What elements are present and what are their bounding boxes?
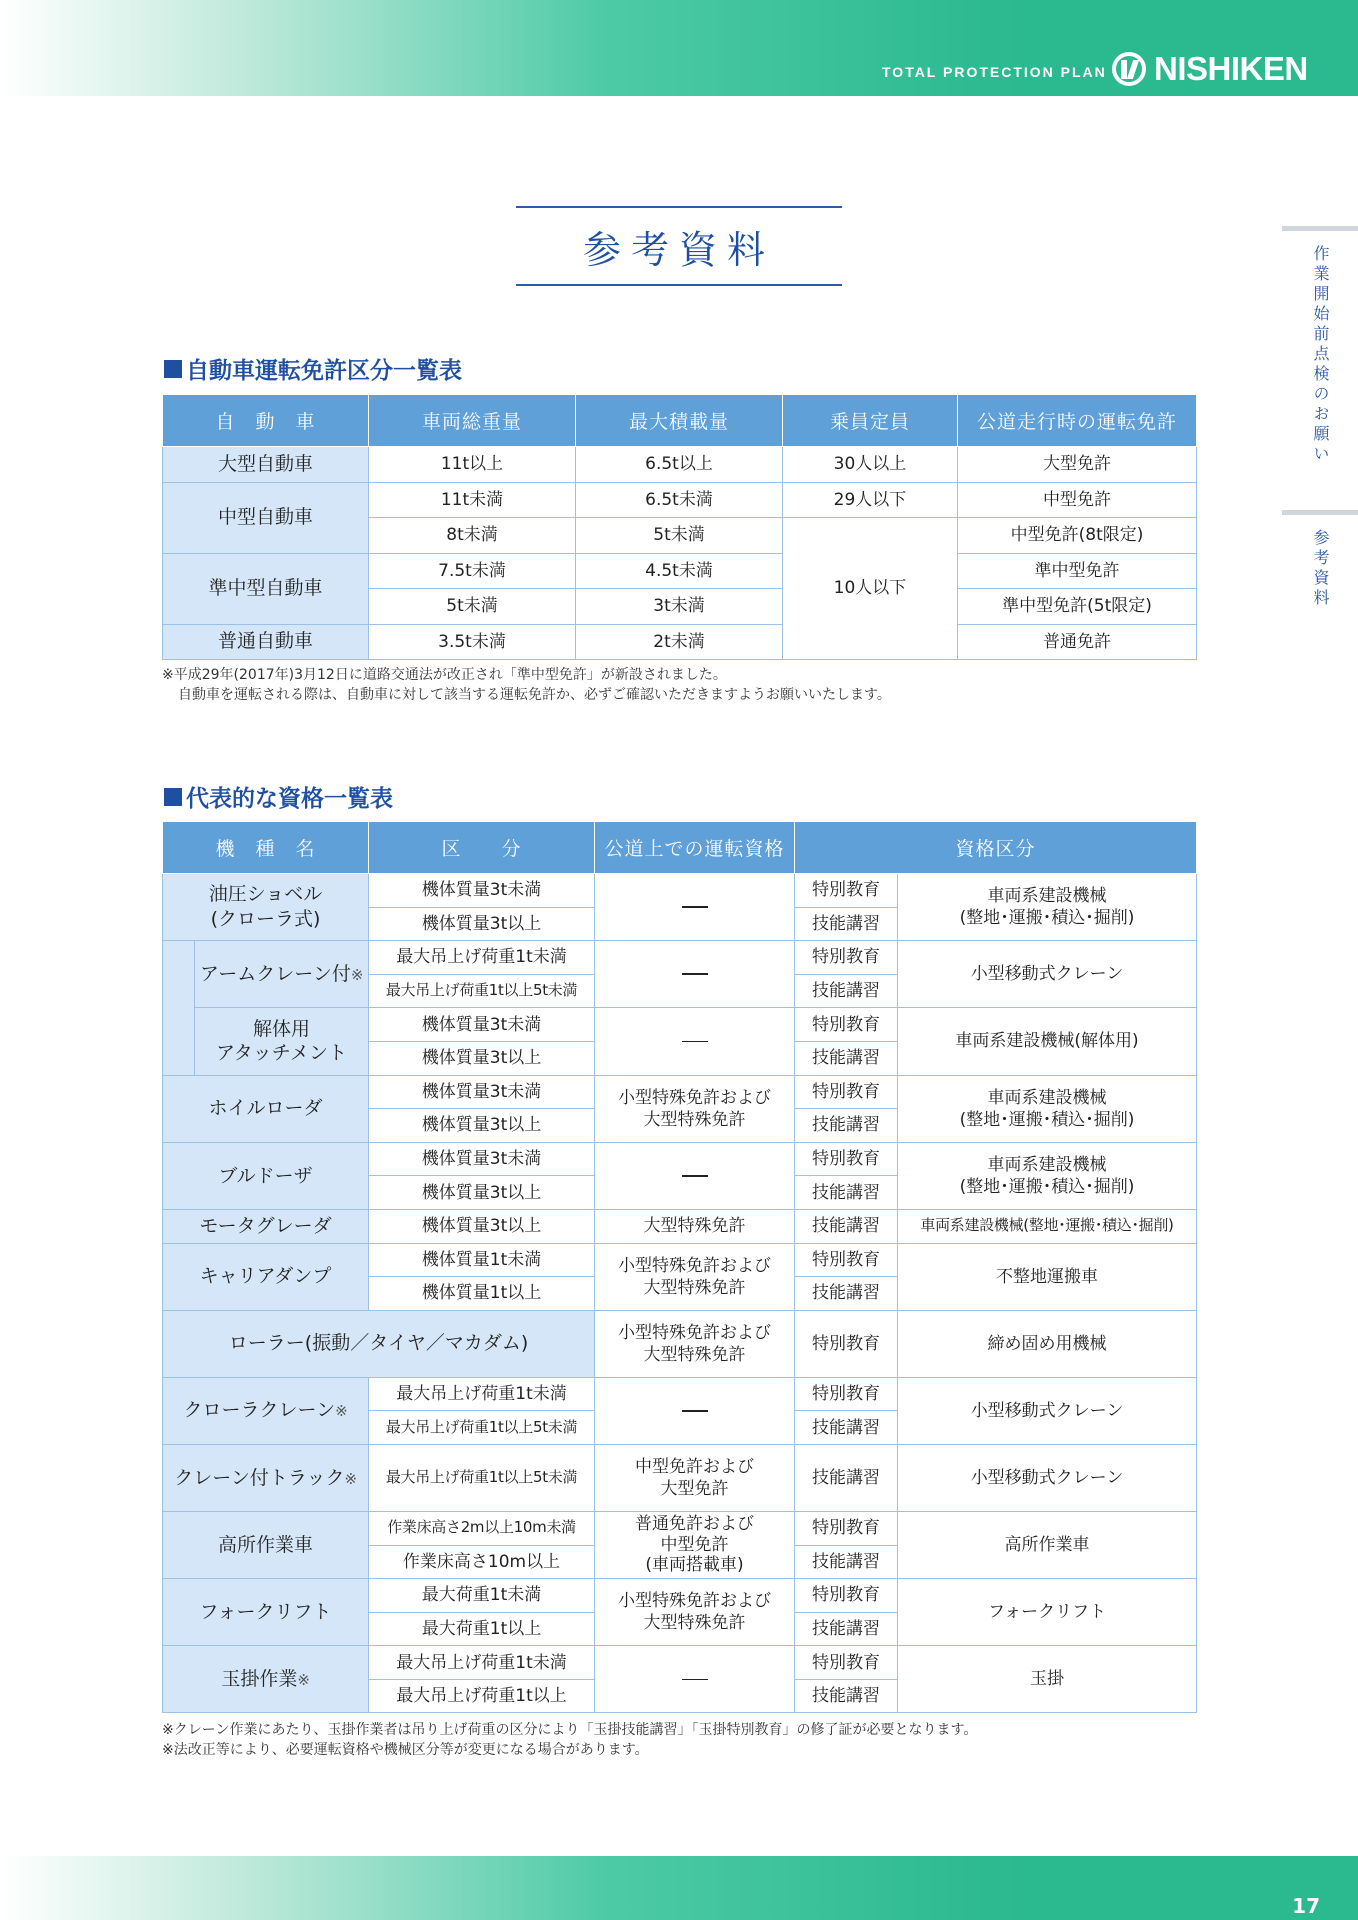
dash-icon (682, 906, 708, 908)
road-qualification: 中型免許および 大型免許 (595, 1444, 795, 1511)
table-row (163, 874, 1197, 908)
division: 作業床高さ2m以上10m未満 (369, 1511, 595, 1545)
gross-weight: 11t未満 (369, 482, 576, 518)
table-header-row (163, 822, 1197, 874)
table-row (163, 1008, 1197, 1042)
side-tab-bar (1282, 226, 1358, 231)
qualification-class: 締め固め用機械 (898, 1310, 1197, 1377)
license-type: 中型免許(8t限定) (958, 518, 1197, 554)
max-load: 4.5t未満 (576, 553, 783, 589)
square-bullet-icon (164, 788, 182, 806)
header-cell: 機 種 名 (163, 822, 369, 874)
header-cell: 車両総重量 (369, 395, 576, 447)
training: 技能講習 (795, 1209, 898, 1243)
table-row (163, 624, 1197, 660)
license-section-heading (164, 352, 462, 385)
training: 技能講習 (795, 1277, 898, 1311)
side-tab-label: 参考資料 (1311, 529, 1330, 609)
header-cell: 乗員定員 (783, 395, 958, 447)
table-row (163, 482, 1197, 518)
training: 技能講習 (795, 907, 898, 941)
division: 機体質量3t以上 (369, 1176, 595, 1210)
header-cell: 資格区分 (795, 822, 1197, 874)
max-load: 6.5t未満 (576, 482, 783, 518)
road-qualification-none (595, 1008, 795, 1075)
division: 機体質量1t未満 (369, 1243, 595, 1277)
dash-icon (682, 1410, 708, 1412)
division: 機体質量1t以上 (369, 1277, 595, 1311)
qualification-class: 車両系建設機械 (整地･運搬･積込･掘削) (898, 1142, 1197, 1209)
division: 最大吊上げ荷重1t未満 (369, 1377, 595, 1411)
road-qualification: 小型特殊免許および 大型特殊免許 (595, 1075, 795, 1142)
machine-name: ローラー(振動／タイヤ／マカダム) (163, 1310, 595, 1377)
table-row (163, 553, 1197, 589)
training: 技能講習 (795, 1612, 898, 1646)
license-notes (162, 665, 891, 705)
qualification-class: 車両系建設機械(解体用) (898, 1008, 1197, 1075)
qualification-class: 玉掛 (898, 1646, 1197, 1713)
qualification-class: 小型移動式クレーン (898, 1377, 1197, 1444)
brand-tagline: TOTAL PROTECTION PLAN (882, 64, 1107, 80)
machine-name: クレーン付トラック※ (163, 1444, 369, 1511)
table-header-row (163, 395, 1197, 447)
machine-name: キャリアダンプ (163, 1243, 369, 1310)
road-qualification: 小型特殊免許および 大型特殊免許 (595, 1310, 795, 1377)
license-table (162, 394, 1197, 660)
division: 機体質量3t以上 (369, 1109, 595, 1143)
division: 機体質量3t以上 (369, 1209, 595, 1243)
gross-weight: 3.5t未満 (369, 624, 576, 660)
machine-name: モータグレーダ (163, 1209, 369, 1243)
division: 最大吊上げ荷重1t未満 (369, 1646, 595, 1680)
training: 技能講習 (795, 974, 898, 1008)
machine-name: 解体用 アタッチメント (195, 1008, 369, 1075)
training: 技能講習 (795, 1411, 898, 1445)
road-qualification-none (595, 1646, 795, 1713)
training: 特別教育 (795, 1310, 898, 1377)
division: 機体質量3t未満 (369, 1142, 595, 1176)
qualification-class: 小型移動式クレーン (898, 1444, 1197, 1511)
page-title-frame (516, 206, 842, 286)
side-tab-reference[interactable] (1282, 510, 1358, 609)
division: 最大荷重1t以上 (369, 1612, 595, 1646)
page-number: 17 (1292, 1894, 1320, 1918)
machine-name: フォークリフト (163, 1579, 369, 1646)
qualification-heading-text: 代表的な資格一覧表 (186, 786, 393, 812)
qualification-table (162, 821, 1197, 1713)
table-row (163, 1243, 1197, 1277)
road-qualification-none (595, 1377, 795, 1444)
qualification-class: 車両系建設機械 (整地･運搬･積込･掘削) (898, 874, 1197, 941)
machine-name: 高所作業車 (163, 1511, 369, 1578)
training: 特別教育 (795, 1008, 898, 1042)
license-type: 大型免許 (958, 447, 1197, 483)
qualification-note: ※クレーン作業にあたり、玉掛作業者は吊り上げ荷重の区分により「玉掛技能講習」「玉掛特別教育」の修了証が必要となります。 (162, 1722, 978, 1738)
header-cell: 公道走行時の運転免許 (958, 395, 1197, 447)
header-cell: 自 動 車 (163, 395, 369, 447)
road-qualification: 小型特殊免許および 大型特殊免許 (595, 1579, 795, 1646)
qualification-section-heading (164, 780, 393, 813)
excavator-sub-indent (163, 941, 195, 1075)
road-qualification-none (595, 941, 795, 1008)
division: 機体質量3t未満 (369, 1075, 595, 1109)
brand-logo (1112, 50, 1308, 88)
page-title: 参考資料 (582, 227, 775, 272)
gross-weight: 8t未満 (369, 518, 576, 554)
license-type: 準中型免許(5t限定) (958, 589, 1197, 625)
machine-name: 玉掛作業※ (163, 1646, 369, 1713)
max-load: 3t未満 (576, 589, 783, 625)
table-row (163, 1646, 1197, 1680)
square-bullet-icon (164, 360, 182, 378)
license-heading-text: 自動車運転免許区分一覧表 (186, 358, 462, 384)
division: 最大荷重1t未満 (369, 1579, 595, 1613)
training: 特別教育 (795, 1646, 898, 1680)
training: 技能講習 (795, 1444, 898, 1511)
capacity: 10人以下 (783, 518, 958, 660)
header-cell: 最大積載量 (576, 395, 783, 447)
machine-name: クローラクレーン※ (163, 1377, 369, 1444)
table-row (163, 941, 1197, 975)
road-qualification: 小型特殊免許および 大型特殊免許 (595, 1243, 795, 1310)
side-tab-inspection[interactable] (1282, 226, 1358, 465)
training: 技能講習 (795, 1176, 898, 1210)
vehicle-class: 中型自動車 (163, 482, 369, 553)
dash-icon (682, 1679, 708, 1681)
license-note: ※平成29年(2017年)3月12日に道路交通法が改正され「準中型免許」が新設されました。 (162, 667, 727, 683)
table-row (163, 1310, 1197, 1377)
training: 特別教育 (795, 1377, 898, 1411)
table-row (163, 1444, 1197, 1511)
qualification-class: 小型移動式クレーン (898, 941, 1197, 1008)
side-tab-label: 作業開始前点検のお願い (1311, 245, 1330, 465)
nishiken-logo-icon (1112, 52, 1146, 86)
division: 最大吊上げ荷重1t以上5t未満 (369, 1411, 595, 1445)
table-row (163, 1209, 1197, 1243)
table-row (163, 1142, 1197, 1176)
division: 最大吊上げ荷重1t未満 (369, 941, 595, 975)
license-type: 普通免許 (958, 624, 1197, 660)
dash-icon (682, 1041, 708, 1043)
vehicle-class: 大型自動車 (163, 447, 369, 483)
training: 技能講習 (795, 1109, 898, 1143)
capacity: 29人以下 (783, 482, 958, 518)
brand-name: NISHIKEN (1154, 50, 1308, 87)
training: 特別教育 (795, 1511, 898, 1545)
vehicle-class: 普通自動車 (163, 624, 369, 660)
gross-weight: 11t以上 (369, 447, 576, 483)
division: 機体質量3t未満 (369, 1008, 595, 1042)
max-load: 5t未満 (576, 518, 783, 554)
license-type: 準中型免許 (958, 553, 1197, 589)
header-cell: 公道上での運転資格 (595, 822, 795, 874)
max-load: 2t未満 (576, 624, 783, 660)
training: 特別教育 (795, 1579, 898, 1613)
dash-icon (682, 1175, 708, 1177)
machine-name: 油圧ショベル (クローラ式) (163, 874, 369, 941)
training: 特別教育 (795, 1243, 898, 1277)
footer-corner-curve (1188, 1760, 1358, 1860)
qualification-class: フォークリフト (898, 1579, 1197, 1646)
license-note: 自動車を運転される際は、自動車に対して該当する運転免許か、必ずご確認いただきますようお願いいたします。 (178, 687, 891, 703)
header-cell: 区 分 (369, 822, 595, 874)
training: 特別教育 (795, 874, 898, 908)
side-tab-bar (1282, 510, 1358, 515)
qualification-class: 高所作業車 (898, 1511, 1197, 1578)
gross-weight: 7.5t未満 (369, 553, 576, 589)
training: 技能講習 (795, 1679, 898, 1713)
division: 機体質量3t以上 (369, 907, 595, 941)
table-row (163, 1377, 1197, 1411)
division: 機体質量3t以上 (369, 1041, 595, 1075)
max-load: 6.5t以上 (576, 447, 783, 483)
qualification-notes (162, 1720, 977, 1760)
machine-name: ホイルローダ (163, 1075, 369, 1142)
division: 最大吊上げ荷重1t以上5t未満 (369, 1444, 595, 1511)
license-type: 中型免許 (958, 482, 1197, 518)
table-row (163, 447, 1197, 483)
table-row (163, 1579, 1197, 1613)
qualification-class: 車両系建設機械(整地･運搬･積込･掘削) (898, 1209, 1197, 1243)
training: 特別教育 (795, 1075, 898, 1109)
machine-name: ブルドーザ (163, 1142, 369, 1209)
road-qualification: 大型特殊免許 (595, 1209, 795, 1243)
dash-icon (682, 973, 708, 975)
road-qualification-none (595, 874, 795, 941)
qualification-class: 不整地運搬車 (898, 1243, 1197, 1310)
table-row (163, 1075, 1197, 1109)
training: 特別教育 (795, 1142, 898, 1176)
capacity: 30人以上 (783, 447, 958, 483)
table-row (163, 1511, 1197, 1545)
qualification-note: ※法改正等により、必要運転資格や機械区分等が変更になる場合があります。 (162, 1742, 649, 1758)
division: 最大吊上げ荷重1t以上 (369, 1679, 595, 1713)
road-qualification: 普通免許および 中型免許 (車両搭載車) (595, 1511, 795, 1578)
footer-band (0, 1856, 1358, 1920)
qualification-class: 車両系建設機械 (整地･運搬･積込･掘削) (898, 1075, 1197, 1142)
division: 最大吊上げ荷重1t以上5t未満 (369, 974, 595, 1008)
machine-name: アームクレーン付※ (195, 941, 369, 1008)
division: 作業床高さ10m以上 (369, 1545, 595, 1579)
vehicle-class: 準中型自動車 (163, 553, 369, 624)
training: 特別教育 (795, 941, 898, 975)
training: 技能講習 (795, 1041, 898, 1075)
road-qualification-none (595, 1142, 795, 1209)
training: 技能講習 (795, 1545, 898, 1579)
division: 機体質量3t未満 (369, 874, 595, 908)
gross-weight: 5t未満 (369, 589, 576, 625)
